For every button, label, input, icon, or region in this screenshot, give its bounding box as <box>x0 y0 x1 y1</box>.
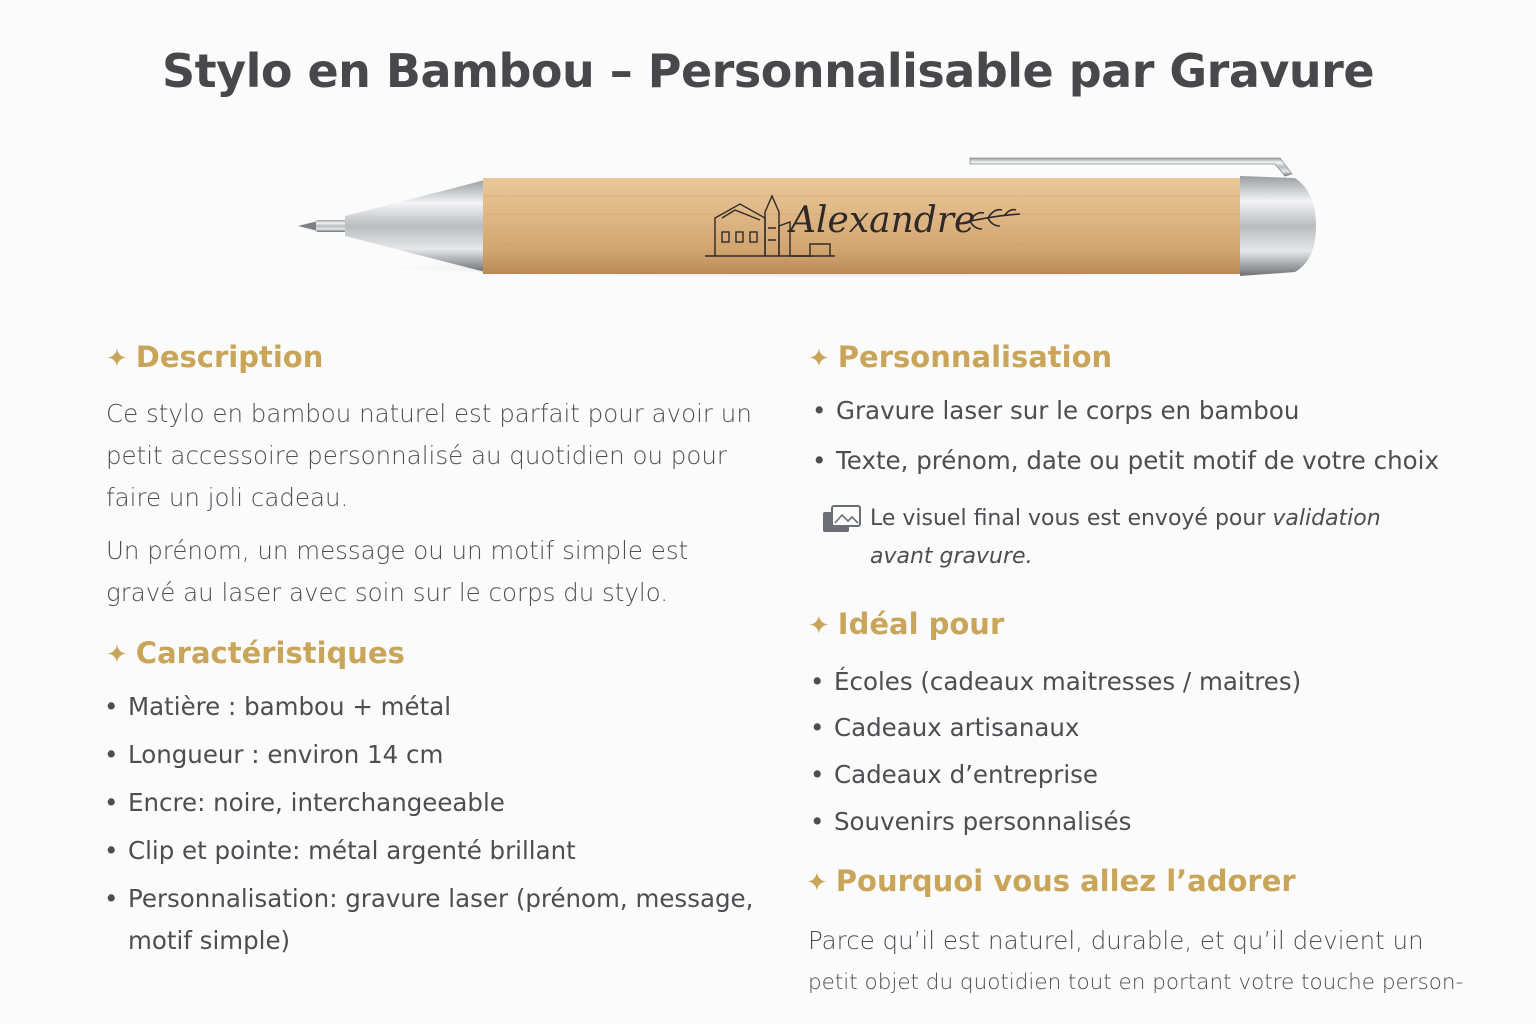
list-item: • Souvenirs personnalisés <box>810 807 1301 853</box>
features-heading: ✦ Caractéristiques <box>106 636 405 670</box>
sparkle-icon: ✦ <box>106 640 128 670</box>
ideal-list <box>810 667 1301 853</box>
why-line-2: petit objet du quotidien tout en portant votre touche person- <box>808 970 1464 995</box>
list-item: • Longueur : environ 14 cm <box>104 740 753 788</box>
list-item: • Cadeaux d’entreprise <box>810 760 1301 807</box>
features-list <box>104 692 753 968</box>
list-item: • Cadeaux artisanaux <box>810 713 1301 760</box>
description-heading: ✦ Description <box>106 340 324 374</box>
personalization-list <box>812 396 1439 496</box>
description-paragraph-2: Un prénom, un message ou un motif simple est gravé au laser avec soin sur le corps du stylo. <box>106 536 689 607</box>
list-item: • Matière : bambou + métal <box>104 692 753 740</box>
sparkle-icon: ✦ <box>808 611 830 641</box>
why-line-1: Parce qu’il est naturel, durable, et qu’il devient un <box>808 926 1424 955</box>
image-preview-icon <box>822 504 862 534</box>
list-item: • Clip et pointe: métal argenté brillant <box>104 836 753 884</box>
description-paragraph-1: Ce stylo en bambou naturel est parfait pour avoir un petit accessoire personnalisé au quotidien ou pour faire un joli cadeau. <box>106 399 752 512</box>
list-item-continuation: motif simple) <box>128 926 291 955</box>
list-item: • Gravure laser sur le corps en bambou <box>812 396 1439 446</box>
personalization-heading: ✦ Personnalisation <box>808 340 1113 374</box>
list-item: • Encre: noire, interchangeeable <box>104 788 753 836</box>
validation-note: Le visuel final vous est envoyé pour validation avant gravure. <box>822 500 1422 576</box>
list-item: • Écoles (cadeaux maitresses / maitres) <box>810 667 1301 713</box>
bamboo-pen-image <box>290 148 1330 278</box>
ideal-heading: ✦ Idéal pour <box>808 607 1005 641</box>
list-item: • Texte, prénom, date ou petit motif de votre choix <box>812 446 1439 496</box>
why-heading: ✦ Pourquoi vous allez l’adorer <box>806 864 1296 898</box>
engraving-name: Alexandre <box>790 200 976 241</box>
sparkle-icon: ✦ <box>806 868 828 898</box>
list-item: • Personnalisation: gravure laser (prénom, message, <box>104 884 753 926</box>
sparkle-icon: ✦ <box>808 344 830 374</box>
sparkle-icon: ✦ <box>106 344 128 374</box>
page-title: Stylo en Bambou – Personnalisable par Gravure <box>161 44 1375 98</box>
